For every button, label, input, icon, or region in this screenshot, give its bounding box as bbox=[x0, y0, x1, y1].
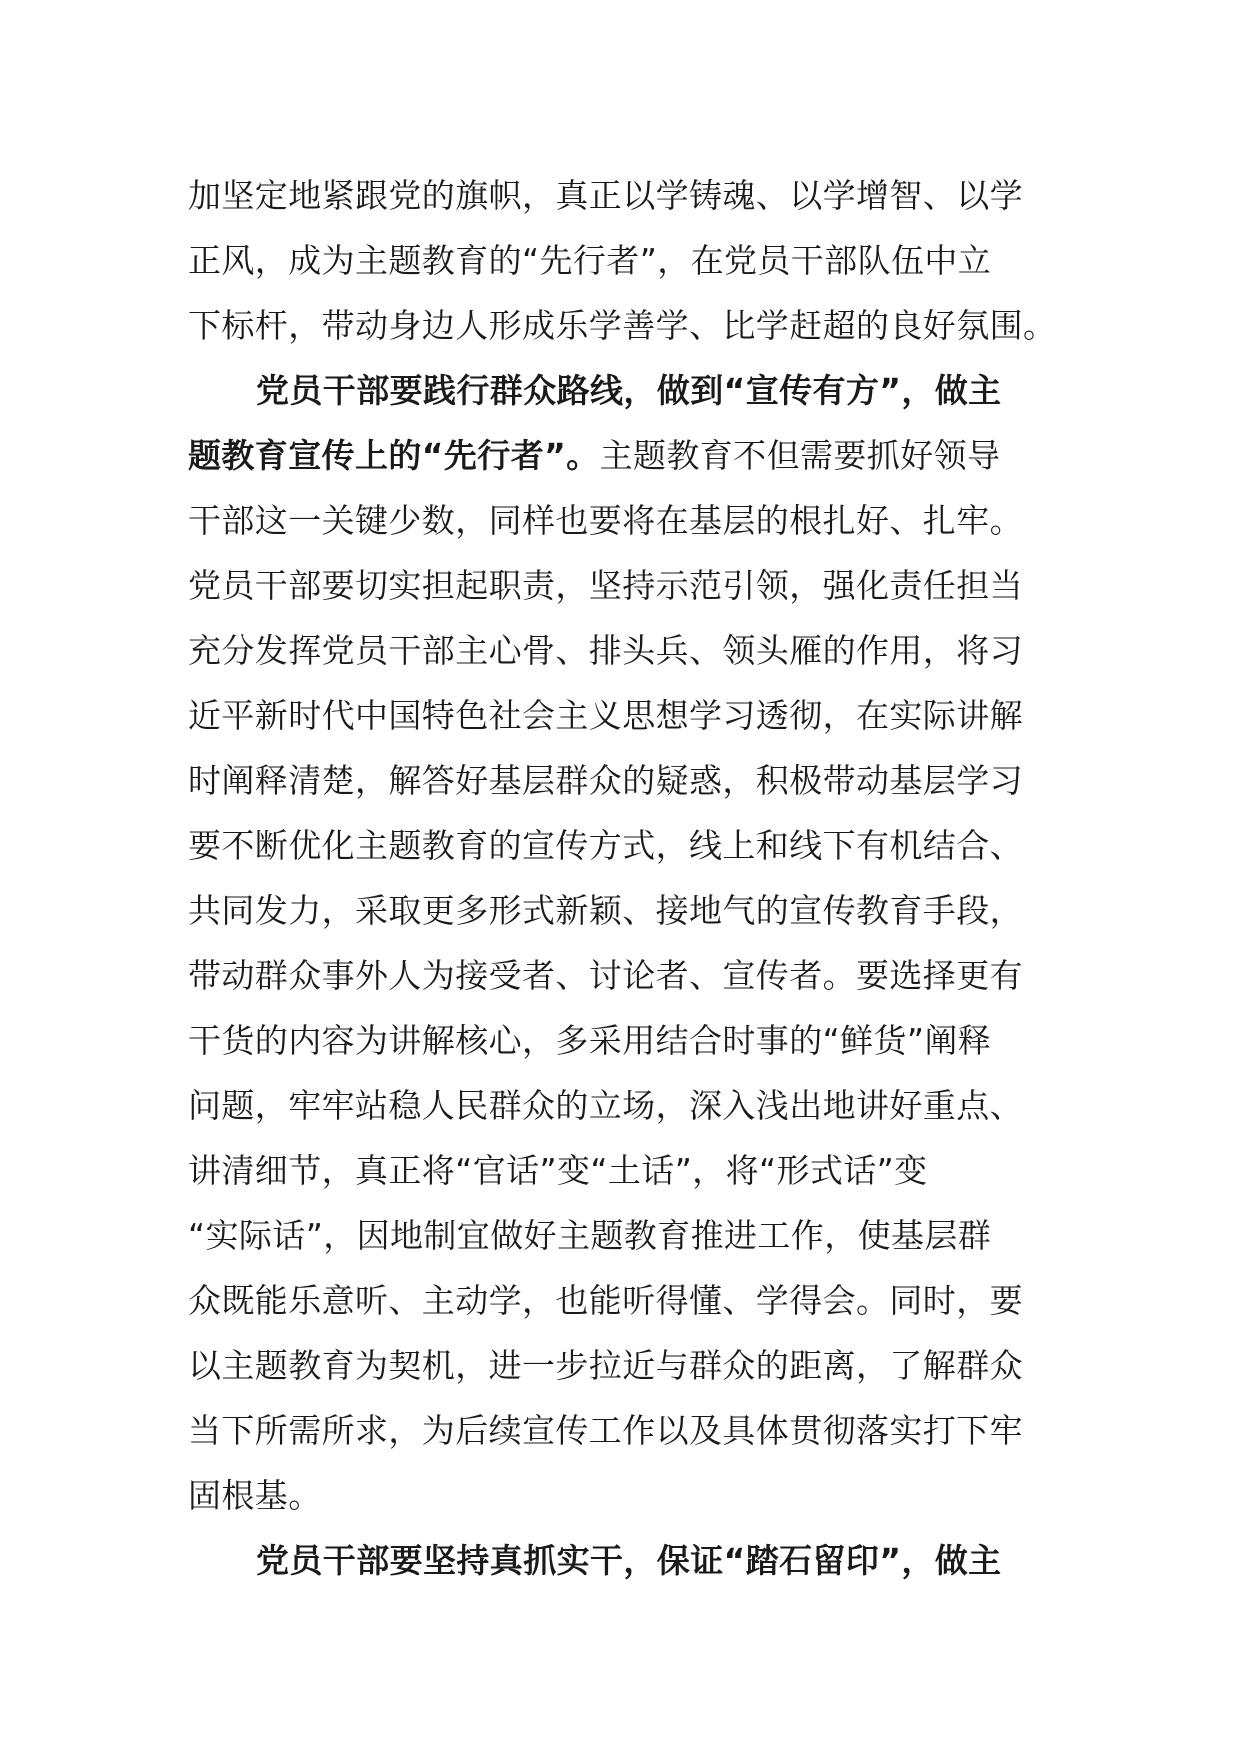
body-text bbox=[188, 163, 1068, 1593]
text-line: 共同发力，采取更多形式新颖、接地气的宣传教育手段， bbox=[188, 891, 1023, 930]
text-line: “实际话”，因地制宜做好主题教育推进工作，使基层群 bbox=[188, 1216, 992, 1255]
text-line: 固根基。 bbox=[188, 1476, 322, 1515]
bold-heading: 题教育宣传上的“先行者”。 bbox=[188, 436, 600, 475]
text-line: 近平新时代中国特色社会主义思想学习透彻，在实际讲解 bbox=[188, 696, 1023, 735]
text-line: 党员干部要切实担起职责，坚持示范引领，强化责任担当 bbox=[188, 566, 1023, 605]
heading-line bbox=[188, 358, 1068, 423]
text-line: 当下所需所求，为后续宣传工作以及具体贯彻落实打下牢 bbox=[188, 1411, 1023, 1450]
text-line: 干部这一关键少数，同样也要将在基层的根扎好、扎牢。 bbox=[188, 501, 1023, 540]
heading-line bbox=[188, 1528, 1068, 1593]
text-line: 时阐释清楚，解答好基层群众的疑惑，积极带动基层学习 bbox=[188, 761, 1023, 800]
text-line: 问题，牢牢站稳人民群众的立场，深入浅出地讲好重点、 bbox=[188, 1086, 1023, 1125]
text-line: 带动群众事外人为接受者、讨论者、宣传者。要选择更有 bbox=[188, 956, 1023, 995]
heading-line: 题教育宣传上的“先行者”。主题教育不但需要抓好领导 bbox=[188, 436, 1001, 475]
text-line: 充分发挥党员干部主心骨、排头兵、领头雁的作用，将习 bbox=[188, 631, 1023, 670]
text-line: 讲清细节，真正将“官话”变“土话”，将“形式话”变 bbox=[188, 1151, 928, 1190]
text-line: 众既能乐意听、主动学，也能听得懂、学得会。同时，要 bbox=[188, 1281, 1023, 1320]
text-line: 下标杆，带动身边人形成乐学善学、比学赶超的良好氛围。 bbox=[188, 306, 1057, 345]
text-line: 要不断优化主题教育的宣传方式，线上和线下有机结合、 bbox=[188, 826, 1023, 865]
bold-heading: 党员干部要践行群众路线，做到“宣传有方”，做主 bbox=[256, 371, 1002, 410]
text-line: 加坚定地紧跟党的旗帜，真正以学铸魂、以学增智、以学 bbox=[188, 176, 1023, 215]
bold-heading: 党员干部要坚持真抓实干，保证“踏石留印”，做主 bbox=[256, 1541, 1002, 1580]
text-line: 以主题教育为契机，进一步拉近与群众的距离，了解群众 bbox=[188, 1346, 1023, 1385]
text-line: 干货的内容为讲解核心，多采用结合时事的“鲜货”阐释 bbox=[188, 1021, 992, 1060]
text-line: 正风，成为主题教育的“先行者”，在党员干部队伍中立 bbox=[188, 241, 992, 280]
